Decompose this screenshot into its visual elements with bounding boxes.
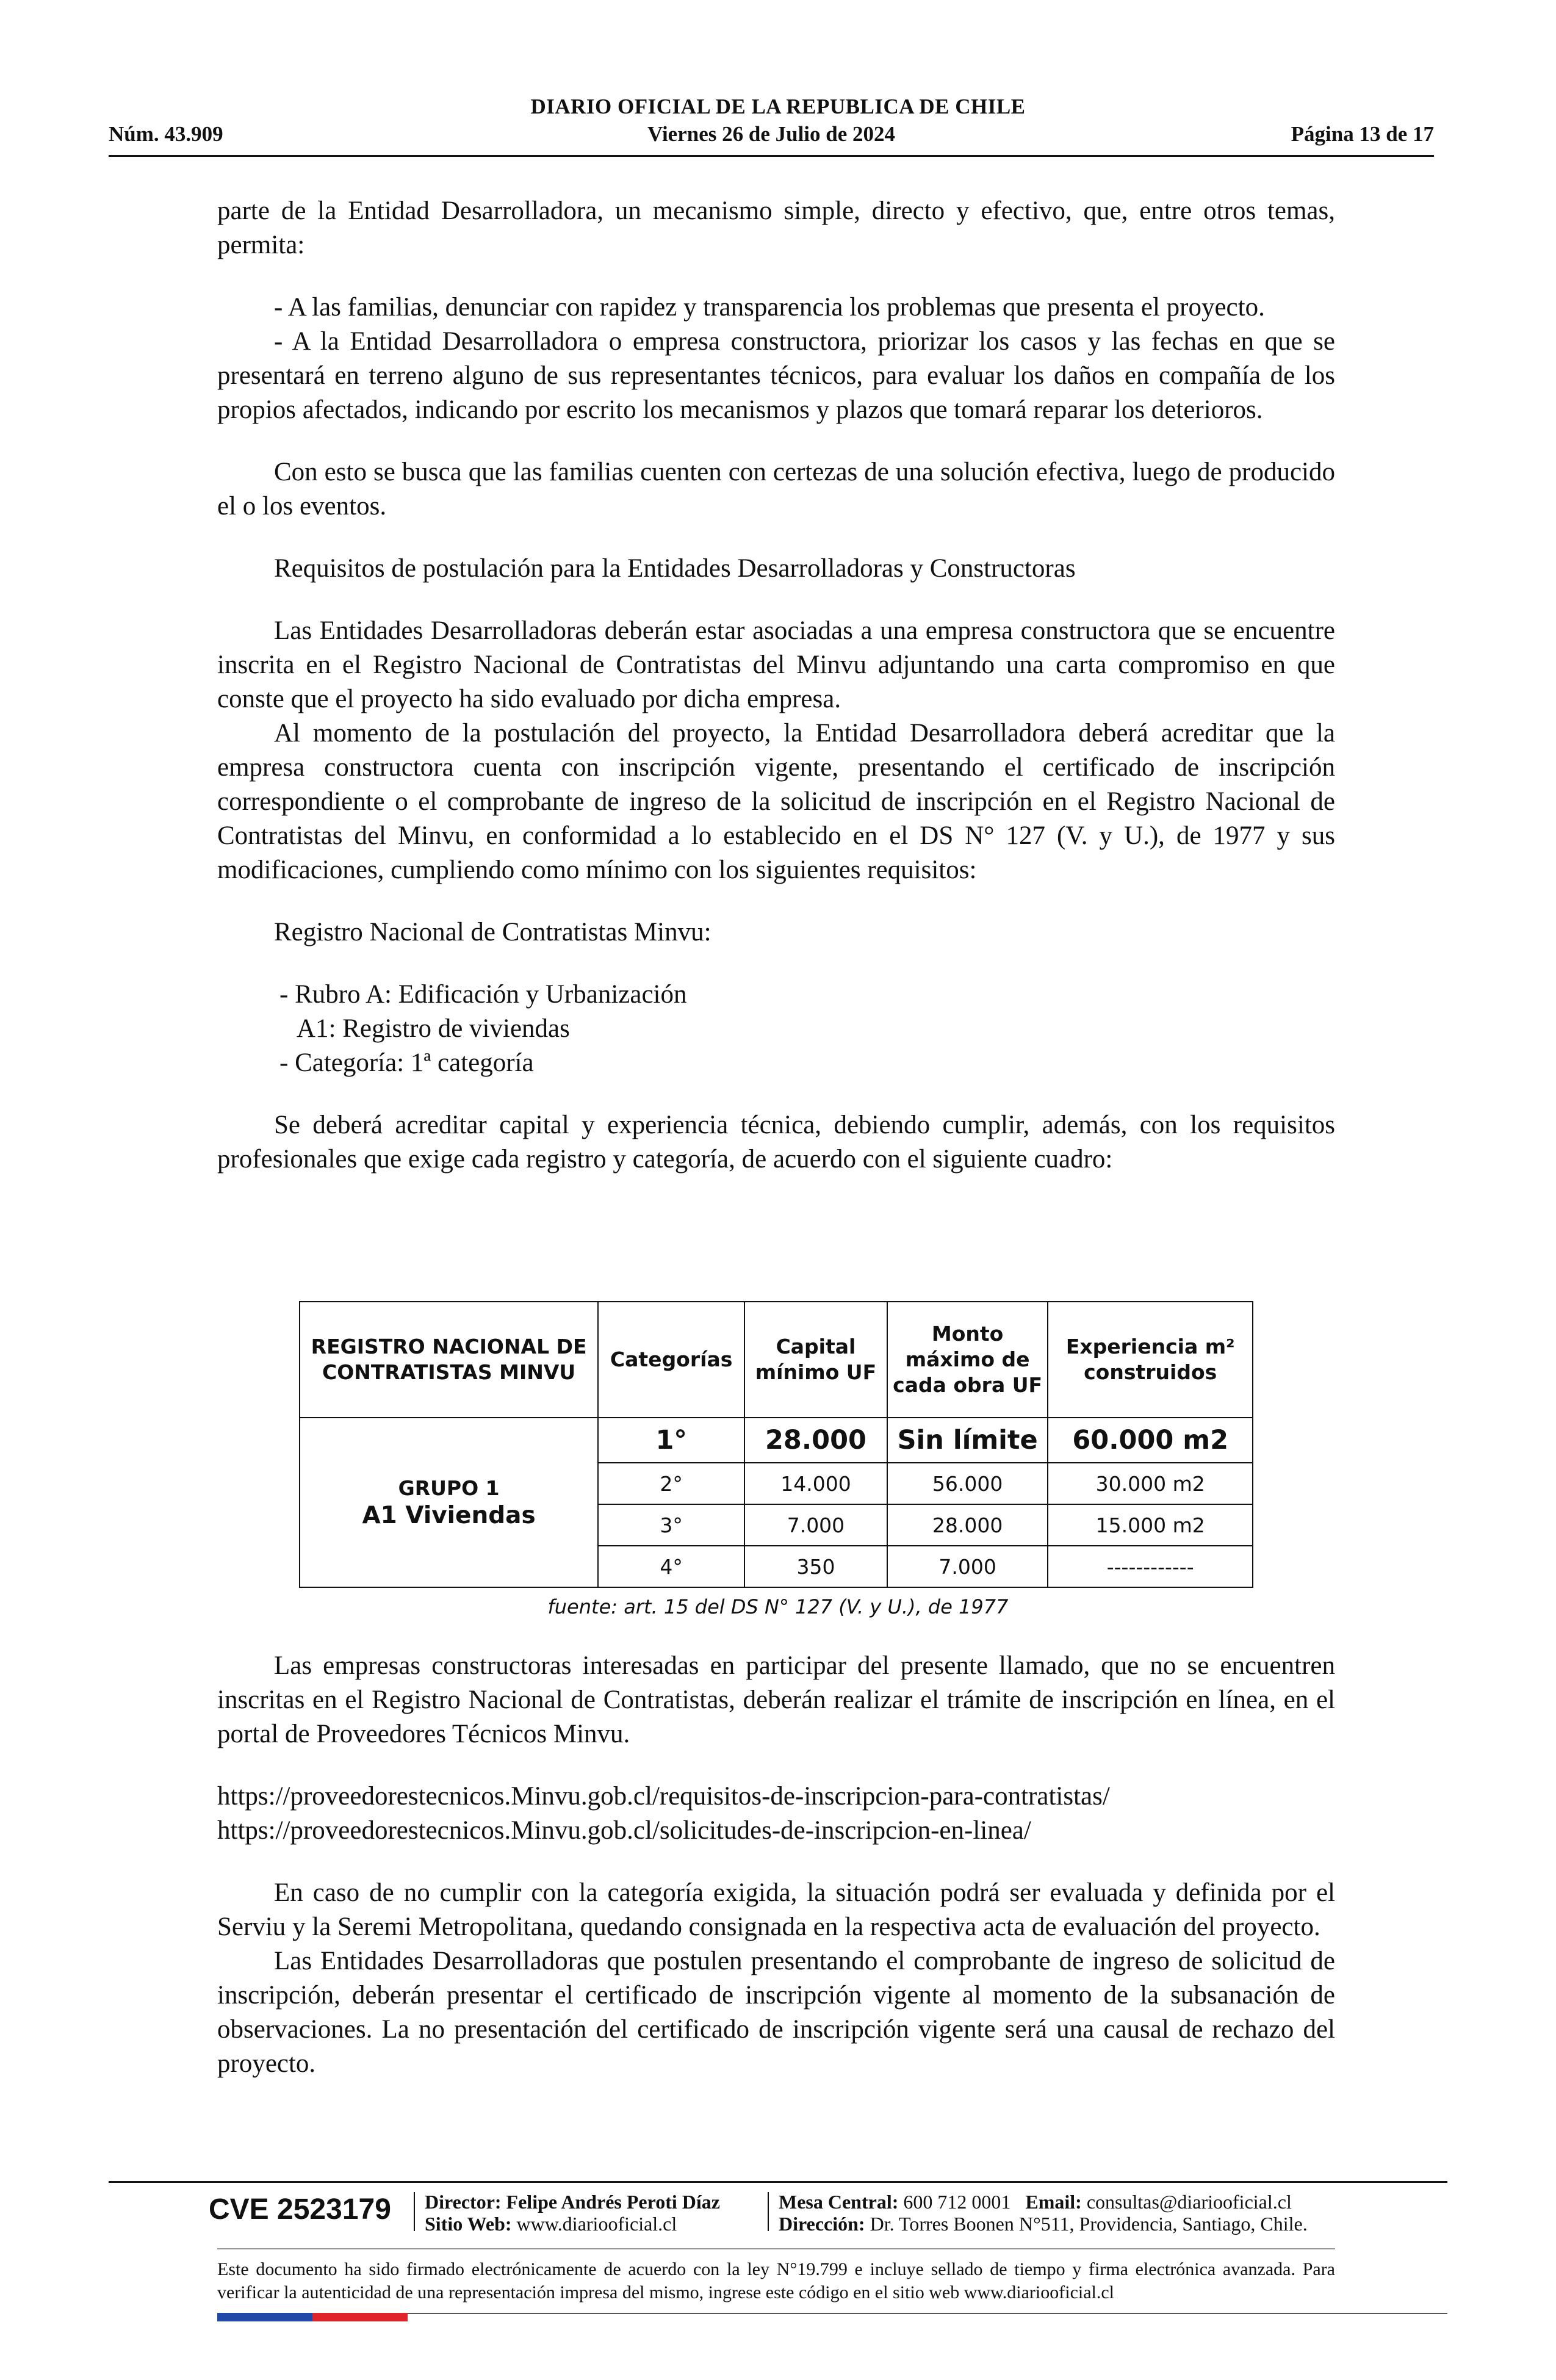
site-link[interactable]: www.diariooficial.cl [516, 2213, 677, 2235]
table-cell: 3° [598, 1504, 744, 1546]
url-link[interactable]: https://proveedorestecnicos.Minvu.gob.cl/solicitudes-de-inscripcion-en-linea/ [217, 1816, 1031, 1845]
header-registry: REGISTRO NACIONAL DE CONTRATISTAS MINVU [300, 1302, 598, 1418]
table-cell: 28.000 [744, 1418, 887, 1463]
footer-separator [414, 2192, 415, 2231]
director-name: Felipe Andrés Peroti Díaz [506, 2191, 720, 2213]
mesa-label: Mesa Central: [779, 2191, 899, 2213]
footer-separator [768, 2192, 769, 2231]
table-cell: 14.000 [744, 1463, 887, 1504]
footer-divider-2 [217, 2248, 1335, 2249]
issue-date: Viernes 26 de Julio de 2024 [647, 122, 896, 146]
table-cell: 1° [598, 1418, 744, 1463]
group-sublabel: A1 Viviendas [362, 1502, 536, 1529]
header-categories: Categorías [598, 1302, 744, 1418]
table-cell: 350 [744, 1546, 887, 1587]
header-divider [109, 155, 1434, 157]
group-cell [300, 1418, 598, 1587]
table-cell: 2° [598, 1463, 744, 1504]
table-source-note: fuente: art. 15 del DS N° 127 (V. y U.), de 1977 [547, 1595, 1009, 1618]
paragraph: Al momento de la postulación del proyecto, la Entidad Desarrolladora deberá acreditar que la empresa constructora cuenta con inscripción vigente, presentando el certificado de inscripción correspondiente o el comprobante de ingreso de la solicitud de inscripción en el Registro Nacional de Contratistas del Minvu, en conformidad a lo establecido en el DS N° 127 (V. y U.), de 1977 y sus modificaciones, cumpliendo como mínimo con los siguientes requisitos: [217, 719, 1335, 884]
footer-contact-block [779, 2191, 1308, 2235]
paragraph: Las Entidades Desarrolladoras deberán estar asociadas a una empresa constructora que se encuentre inscrita en el Registro Nacional de Contratistas del Minvu adjuntando una carta compromiso en que conste que el proyecto ha sido evaluado por dicha empresa. [217, 616, 1335, 713]
section-heading: Requisitos de postulación para la Entidades Desarrolladoras y Constructoras [274, 554, 1076, 583]
list-item: - Categoría: 1ª categoría [279, 1048, 534, 1077]
footer-director-block [425, 2191, 720, 2235]
table-row [300, 1418, 1253, 1463]
table-cell: 30.000 m2 [1048, 1463, 1253, 1504]
requirements-list [217, 978, 1335, 1080]
paragraph: En caso de no cumplir con la categoría exigida, la situación podrá ser evaluada y definida por el Serviu y la Seremi Metropolitana, quedando consignada en la respectiva acta de evaluación del proyecto. [217, 1878, 1335, 1941]
paragraph: - A las familias, denunciar con rapidez y transparencia los problemas que presenta el proyecto. [274, 293, 1265, 322]
table-cell: 4° [598, 1546, 744, 1587]
header-capital: Capital mínimo UF [744, 1302, 887, 1418]
requirements-table-wrapper [299, 1301, 1253, 1588]
cve-code: CVE 2523179 [209, 2193, 391, 2226]
paragraph: Con esto se busca que las familias cuenten con certezas de una solución efectiva, luego de producido el o los eventos. [217, 458, 1335, 521]
list-item: A1: Registro de viviendas [297, 1014, 570, 1043]
legal-notice: Este documento ha sido firmado electrónicamente de acuerdo con la ley N°19.799 e incluye sellado de tiempo y firma electrónica avanzada. Para verificar la autenticidad de una representación impresa del mismo, ingrese este código en el sitio web www.diariooficial.cl [217, 2259, 1335, 2302]
group-label: GRUPO 1 [398, 1476, 500, 1500]
table-cell: ------------ [1048, 1546, 1253, 1587]
table-cell: 28.000 [887, 1504, 1048, 1546]
site-label: Sitio Web: [425, 2213, 512, 2235]
paragraph: parte de la Entidad Desarrolladora, un mecanismo simple, directo y efectivo, que, entre otros temas, permita: [217, 197, 1335, 259]
address-value: Dr. Torres Boonen N°511, Providencia, Santiago, Chile. [870, 2213, 1308, 2235]
table-cell: 15.000 m2 [1048, 1504, 1253, 1546]
header-experience: Experiencia m² construidos [1048, 1302, 1253, 1418]
director-label: Director: [425, 2191, 502, 2213]
paragraph: Las empresas constructoras interesadas en participar del presente llamado, que no se encuentren inscritas en el Registro Nacional de Contratistas, deberán realizar el trámite de inscripción en línea, en el portal de Proveedores Técnicos Minvu. [217, 1651, 1335, 1748]
paragraph: Las Entidades Desarrolladoras que postulen presentando el comprobante de ingreso de solicitud de inscripción, deberán presentar el certificado de inscripción vigente al momento de la subsanación de observaciones. La no presentación del certificado de inscripción vigente será una causal de rechazo del proyecto. [217, 1947, 1335, 2078]
document-body-continued [217, 1649, 1335, 2081]
table-cell: 60.000 m2 [1048, 1418, 1253, 1463]
table-cell: Sin límite [887, 1418, 1048, 1463]
requirements-table [299, 1301, 1253, 1588]
table-header-row [300, 1302, 1253, 1418]
paragraph: Registro Nacional de Contratistas Minvu: [274, 918, 711, 947]
issue-number: Núm. 43.909 [109, 122, 223, 146]
email-label: Email: [1025, 2191, 1082, 2213]
page-number: Página 13 de 17 [1291, 122, 1434, 146]
table-cell: 56.000 [887, 1463, 1048, 1504]
document-body [217, 194, 1335, 1177]
header-row [109, 122, 1434, 150]
footer-divider [109, 2181, 1447, 2183]
table-cell: 7.000 [744, 1504, 887, 1546]
list-item: - Rubro A: Edificación y Urbanización [279, 980, 687, 1009]
email-link[interactable]: consultas@diariooficial.cl [1086, 2191, 1292, 2213]
flag-stripe-red [312, 2313, 408, 2321]
url-link[interactable]: https://proveedorestecnicos.Minvu.gob.cl/requisitos-de-inscripcion-para-contratistas/ [217, 1782, 1110, 1811]
flag-stripe-blue [217, 2313, 312, 2321]
table-cell: 7.000 [887, 1546, 1048, 1587]
paragraph: - A la Entidad Desarrolladora o empresa constructora, priorizar los casos y las fechas en que se presentará en terreno alguno de sus representantes técnicos, para evaluar los daños en compañía de los propios afectados, indicando por escrito los mecanismos y plazos que tomará reparar los deterioros. [217, 327, 1335, 424]
paragraph: Se deberá acreditar capital y experiencia técnica, debiendo cumplir, además, con los requisitos profesionales que exige cada registro y categoría, de acuerdo con el siguiente cuadro: [217, 1111, 1335, 1174]
newspaper-title: DIARIO OFICIAL DE LA REPUBLICA DE CHILE [530, 95, 1026, 118]
mesa-phone: 600 712 0001 [903, 2191, 1011, 2213]
address-label: Dirección: [779, 2213, 865, 2235]
header-max-amount: Monto máximo de cada obra UF [887, 1302, 1048, 1418]
